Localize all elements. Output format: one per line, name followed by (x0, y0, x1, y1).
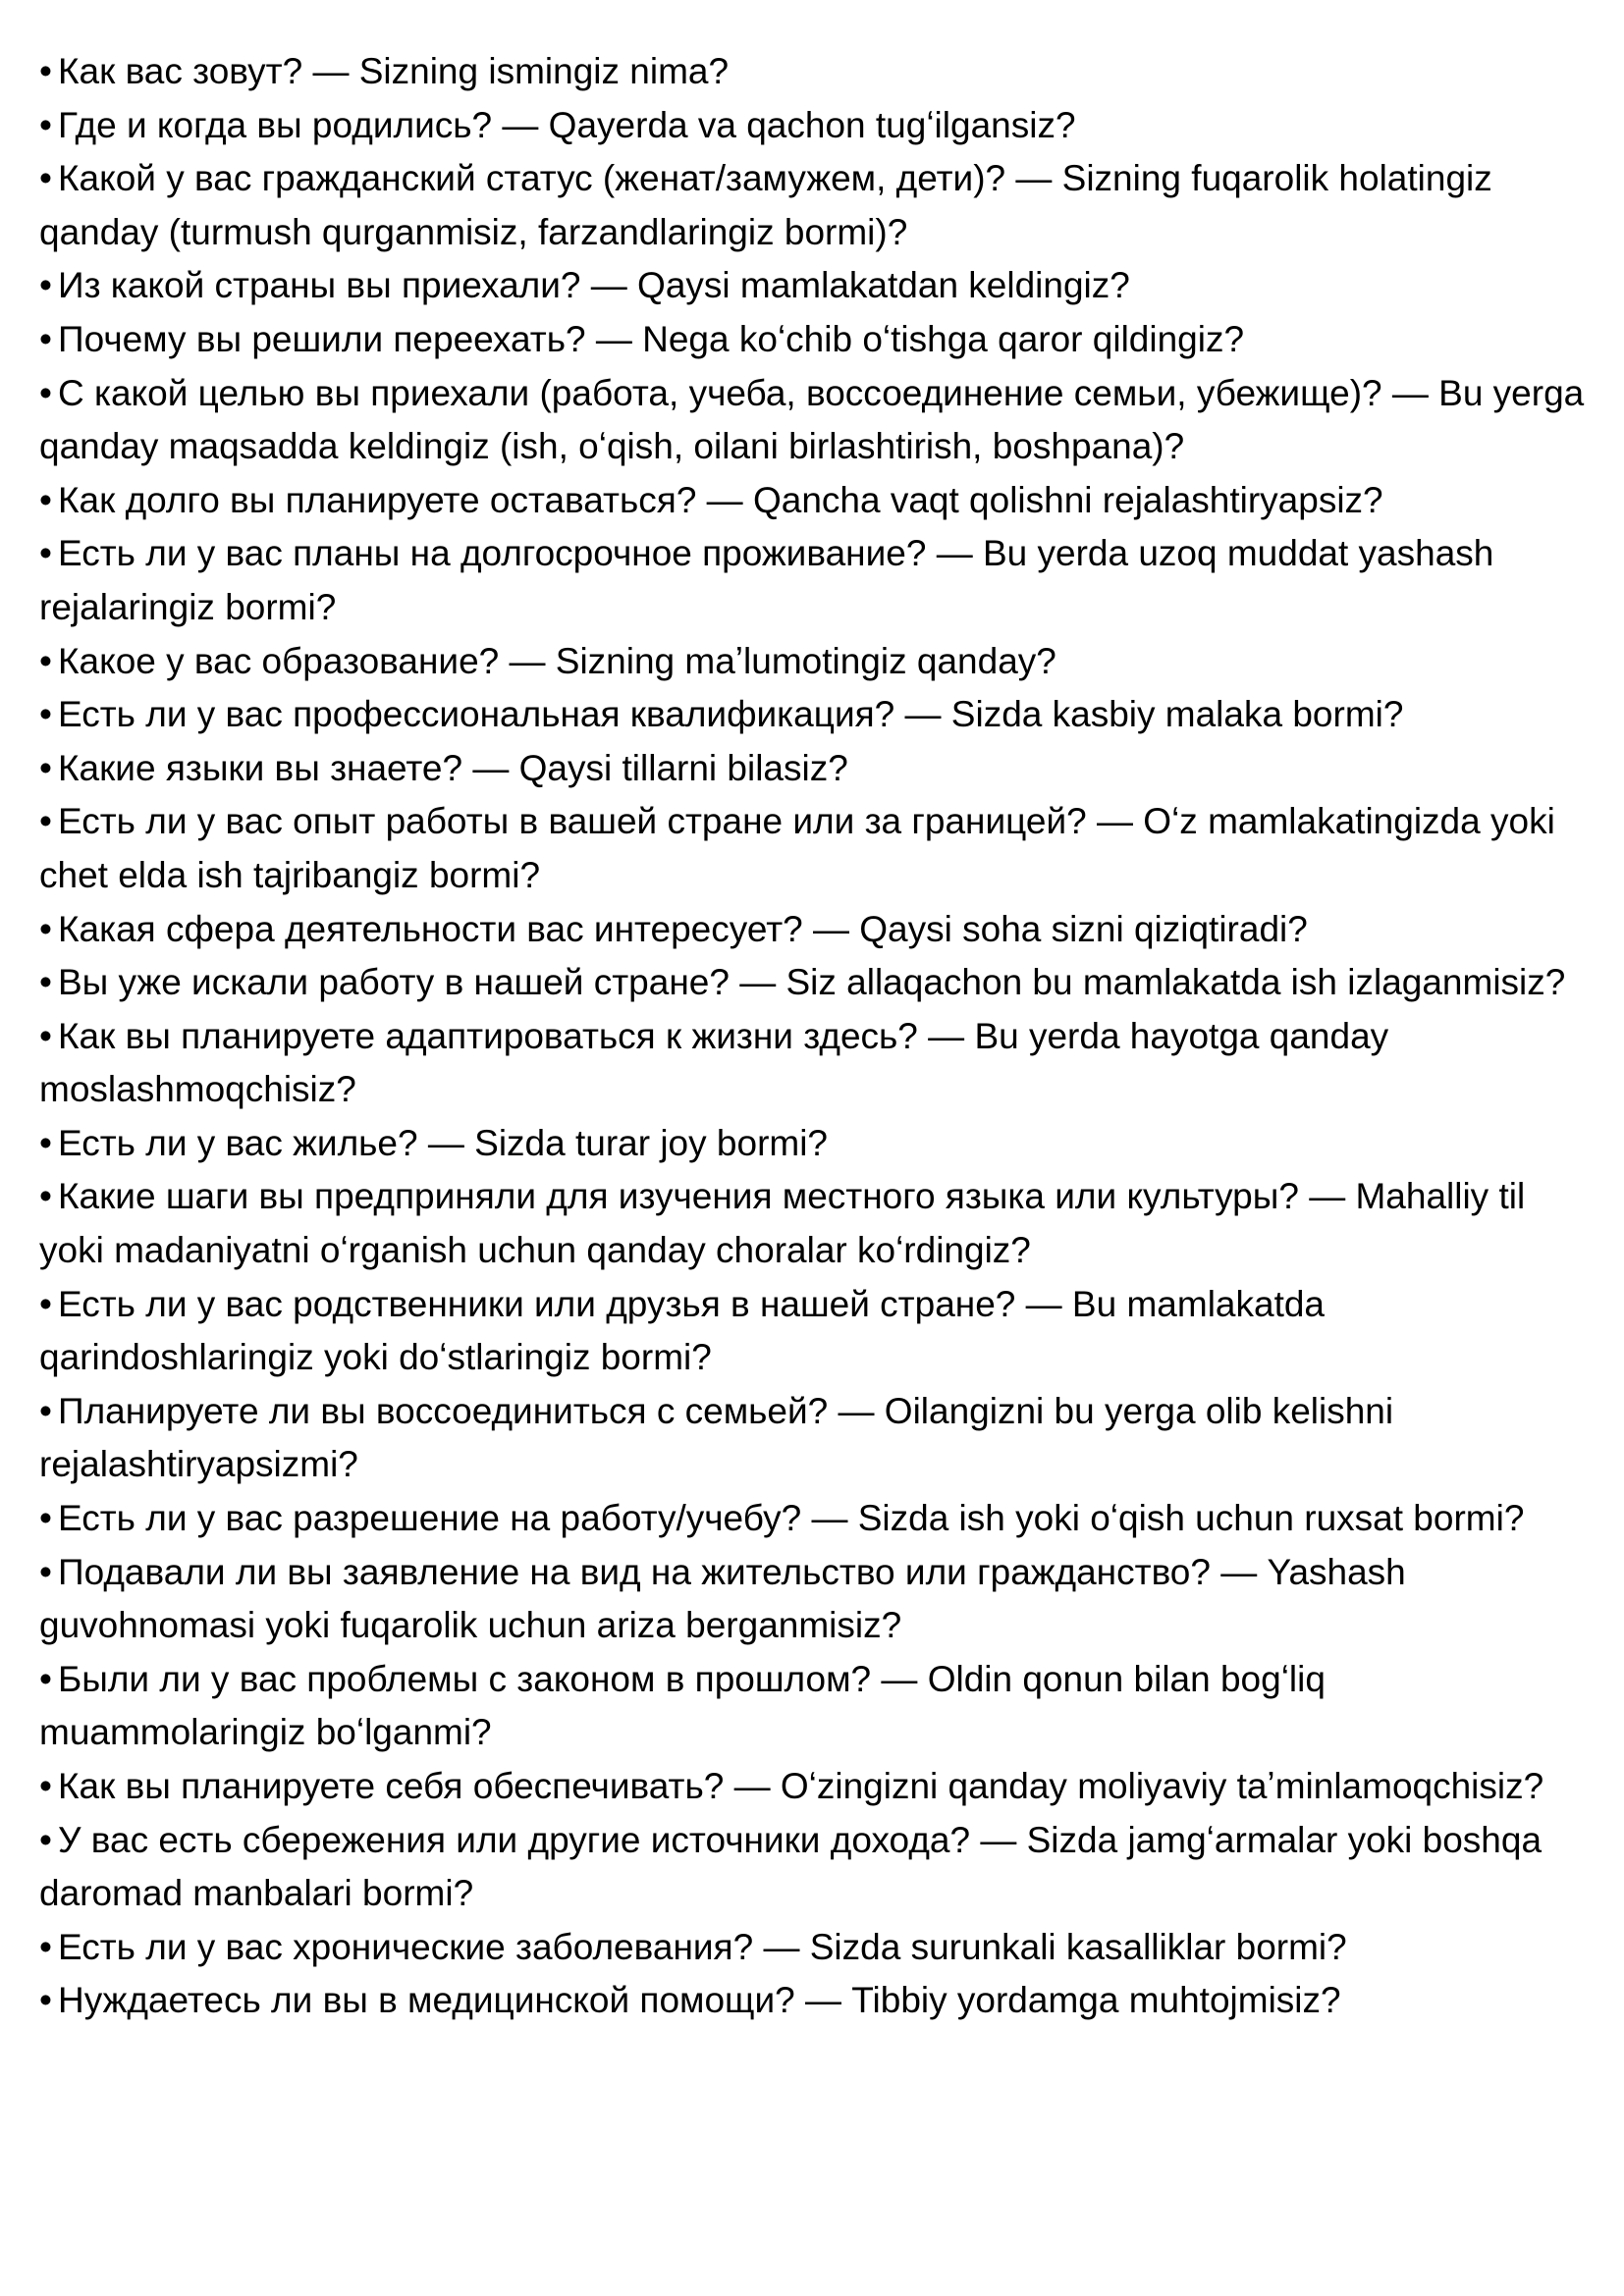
list-item (39, 635, 1591, 689)
document-page (39, 45, 1591, 2028)
bullet-icon: • (39, 1176, 52, 1217)
question-text: Почему вы решили переехать? — Nega koʻchib oʻtishga qaror qildingiz? (57, 318, 1245, 359)
bullet-icon: • (39, 1498, 52, 1539)
question-text: Как долго вы планируете оставаться? — Qancha vaqt qolishni rejalashtiryapsiz? (57, 479, 1383, 520)
question-text: Вы уже искали работу в нашей стране? — Siz allaqachon bu mamlakatda ish izlaganmisiz? (57, 962, 1566, 1003)
question-text: Из какой страны вы приехали? — Qaysi mamlakatdan keldingiz? (57, 265, 1130, 306)
bullet-icon: • (39, 962, 52, 1003)
list-item (39, 474, 1591, 528)
list-item (39, 259, 1591, 313)
question-text: С какой целью вы приехали (работа, учеба, воссоединение семьи, убежище)? — Bu yerga qanday maqsadda keldingiz (ish, oʻqish, oilani birlashtirish, boshpana)? (39, 372, 1585, 467)
list-item (39, 527, 1591, 634)
question-text: Нуждаетесь ли вы в медицинской помощи? — Tibbiy yordamga muhtojmisiz? (57, 1980, 1341, 2021)
list-item (39, 1921, 1591, 1975)
question-text: Есть ли у вас планы на долгосрочное проживание? — Bu yerda uzoq muddat yashash rejalaringiz bormi? (39, 533, 1494, 627)
bullet-icon: • (39, 1926, 52, 1967)
bullet-icon: • (39, 1122, 52, 1163)
question-text: Какие шаги вы предприняли для изучения местного языка или культуры? — Mahalliy til yoki madaniyatni oʻrganish uchun qanday choralar koʻrdingiz? (39, 1176, 1526, 1271)
bullet-icon: • (39, 158, 52, 199)
list-item (39, 313, 1591, 367)
bullet-icon: • (39, 533, 52, 574)
list-item (39, 1385, 1591, 1492)
question-text: Планируете ли вы воссоединиться с семьей? — Oilangizni bu yerga olib kelishni rejalashtiryapsizmi? (39, 1390, 1394, 1485)
bullet-icon: • (39, 694, 52, 735)
list-item (39, 1117, 1591, 1171)
bullet-icon: • (39, 908, 52, 949)
bullet-icon: • (39, 1819, 52, 1860)
bullet-icon: • (39, 1390, 52, 1431)
list-item (39, 1546, 1591, 1653)
list-item (39, 152, 1591, 259)
question-text: Есть ли у вас профессиональная квалификация? — Sizda kasbiy malaka bormi? (57, 694, 1404, 735)
bullet-icon: • (39, 51, 52, 91)
bullet-icon: • (39, 1283, 52, 1324)
bullet-icon: • (39, 747, 52, 788)
question-text: Есть ли у вас хронические заболевания? — Sizda surunkali kasalliklar bormi? (57, 1926, 1347, 1967)
question-text: Есть ли у вас жилье? — Sizda turar joy bormi? (57, 1122, 829, 1163)
question-text: Где и когда вы родились? — Qayerda va qachon tugʻilgansiz? (57, 104, 1076, 145)
list-item (39, 367, 1591, 474)
question-text: Как вы планируете себя обеспечивать? — Oʻzingizni qanday moliyaviy taʼminlamoqchisiz? (57, 1766, 1544, 1806)
list-item (39, 1278, 1591, 1385)
question-text: Подавали ли вы заявление на вид на жительство или гражданство? — Yashash guvohnomasi yoki fuqarolik uchun ariza berganmisiz? (39, 1551, 1406, 1646)
list-item (39, 1760, 1591, 1814)
bullet-icon: • (39, 1551, 52, 1592)
list-item (39, 742, 1591, 796)
question-text: Были ли у вас проблемы с законом в прошлом? — Oldin qonun bilan bogʻliq muammolaringiz boʻlganmi? (39, 1658, 1326, 1753)
question-text: Как вы планируете адаптироваться к жизни здесь? — Bu yerda hayotga qanday moslashmoqchisiz? (39, 1015, 1389, 1110)
question-list (39, 45, 1591, 2028)
list-item (39, 1010, 1591, 1117)
bullet-icon: • (39, 372, 52, 413)
list-item (39, 1170, 1591, 1277)
bullet-icon: • (39, 479, 52, 520)
question-text: Какие языки вы знаете? — Qaysi tillarni bilasiz? (57, 747, 848, 788)
question-text: Какая сфера деятельности вас интересует? — Qaysi soha sizni qiziqtiradi? (57, 908, 1308, 949)
bullet-icon: • (39, 640, 52, 681)
question-text: У вас есть сбережения или другие источники дохода? — Sizda jamgʻarmalar yoki boshqa daromad manbalari bormi? (39, 1819, 1543, 1914)
bullet-icon: • (39, 104, 52, 145)
list-item (39, 1653, 1591, 1760)
question-text: Как вас зовут? — Sizning ismingiz nima? (57, 51, 730, 91)
list-item (39, 1974, 1591, 2028)
list-item (39, 45, 1591, 99)
question-text: Есть ли у вас опыт работы в вашей стране или за границей? — Oʻz mamlakatingizda yoki chet elda ish tajribangiz bormi? (39, 801, 1555, 895)
list-item (39, 688, 1591, 742)
bullet-icon: • (39, 1766, 52, 1806)
list-item (39, 903, 1591, 957)
list-item (39, 1492, 1591, 1546)
question-text: Есть ли у вас родственники или друзья в нашей стране? — Bu mamlakatda qarindoshlaringiz yoki doʻstlaringiz bormi? (39, 1283, 1326, 1378)
bullet-icon: • (39, 1015, 52, 1056)
bullet-icon: • (39, 265, 52, 306)
list-item (39, 956, 1591, 1010)
list-item (39, 99, 1591, 153)
list-item (39, 795, 1591, 902)
list-item (39, 1814, 1591, 1921)
bullet-icon: • (39, 318, 52, 359)
bullet-icon: • (39, 1980, 52, 2021)
question-text: Какой у вас гражданский статус (женат/замужем, дети)? — Sizning fuqarolik holatingiz qanday (turmush qurganmisiz, farzandlaringiz bormi)? (39, 158, 1492, 252)
bullet-icon: • (39, 1658, 52, 1699)
question-text: Есть ли у вас разрешение на работу/учебу? — Sizda ish yoki oʻqish uchun ruxsat bormi? (57, 1498, 1525, 1539)
question-text: Какое у вас образование? — Sizning maʼlumotingiz qanday? (57, 640, 1056, 681)
bullet-icon: • (39, 801, 52, 842)
